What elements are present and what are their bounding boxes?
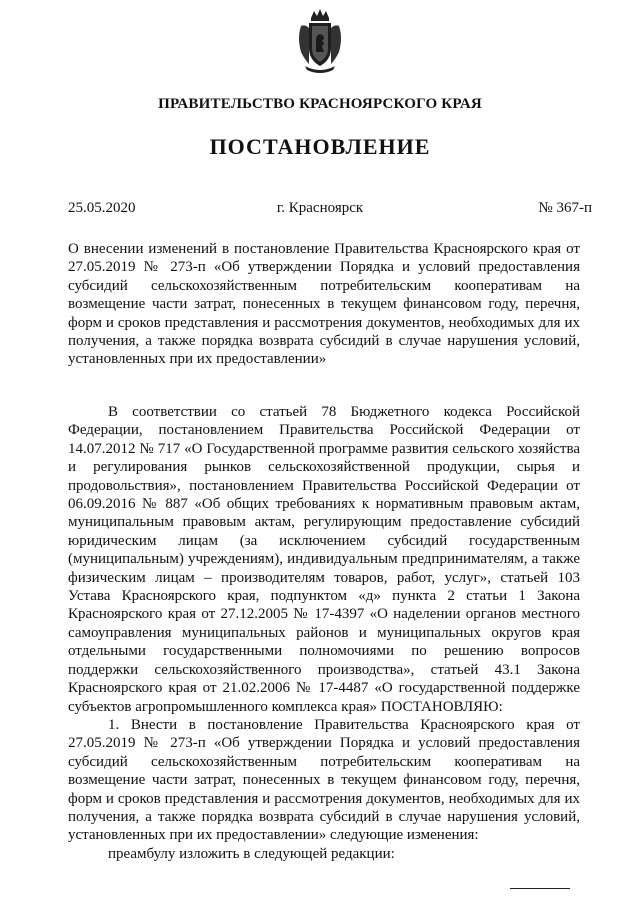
footer-divider <box>510 888 570 889</box>
document-date: 25.05.2020 <box>68 200 136 216</box>
document-body <box>68 403 580 863</box>
item-1-sub-paragraph: преамбулу изложить в следующей редакции: <box>108 845 395 862</box>
coat-of-arms-emblem <box>295 8 345 74</box>
item-1-paragraph: 1. Внести в постановление Правительства Красноярского края от 27.05.2019 № 273-п «Об утверждении Порядка и условий предоставления субсидий сельскохозяйственным потребительским кооперативам на возмещение части затрат, понесенных в текущем финансовом году, перечня, форм и сроков представления и рассмотрения документов, необходимых для их получения, а также порядка возврата субсидий в случае нарушения условий, установленных при их предоставлении» следующие изменения: <box>68 716 580 844</box>
document-number: № 367-п <box>538 200 592 216</box>
document-type-title: ПОСТАНОВЛЕНИЕ <box>209 134 431 159</box>
document-city: г. Красноярск <box>276 200 364 216</box>
preamble-paragraph: В соответствии со статьей 78 Бюджетного кодекса Российской Федерации, постановлением Правительства Российской Федерации от 14.07.2012 № 717 «О Государственной программе развития сельского хозяйства и регулирования рынков сельскохозяйственной продукции, сырья и продовольствия», постановлением Правительства Российской Федерации от 06.09.2016 № 887 «Об общих требованиях к нормативным правовым актам, муниципальным правовым актам, регулирующим предоставление субсидий юридическим лицам (за исключением субсидий государственным (муниципальным) учреждениям), индивидуальным предпринимателям, а также физическим лицам – производителям товаров, работ, услуг», статьей 103 Устава Красноярского края, подпунктом «д» пункта 2 статьи 1 Закона Красноярского края от 27.12.2005 № 17-4397 «О наделении органов местного самоуправления муниципальных районов и муниципальных округов края отдельными государственными полномочиями по решению вопросов поддержки сельскохозяйственного производства», статьей 43.1 Закона Красноярского края от 21.02.2006 № 17-4487 «О государственной поддержке субъектов агропромышленного комплекса края» ПОСТАНОВЛЯЮ: <box>68 404 580 715</box>
organization-title: ПРАВИТЕЛЬСТВО КРАСНОЯРСКОГО КРАЯ <box>158 96 482 112</box>
document-subject: О внесении изменений в постановление Правительства Красноярского края от 27.05.2019 № 273-п «Об утверждении Порядка и условий предоставления субсидий сельскохозяйственным потребительским кооперативам на возмещение части затрат, понесенных в текущем финансовом году, перечня, форм и сроков представления и рассмотрения документов, необходимых для их получения, а также порядка возврата субсидий в случае нарушения условий, установленных при их предоставлении» <box>68 241 580 368</box>
coat-of-arms-icon <box>295 8 345 74</box>
